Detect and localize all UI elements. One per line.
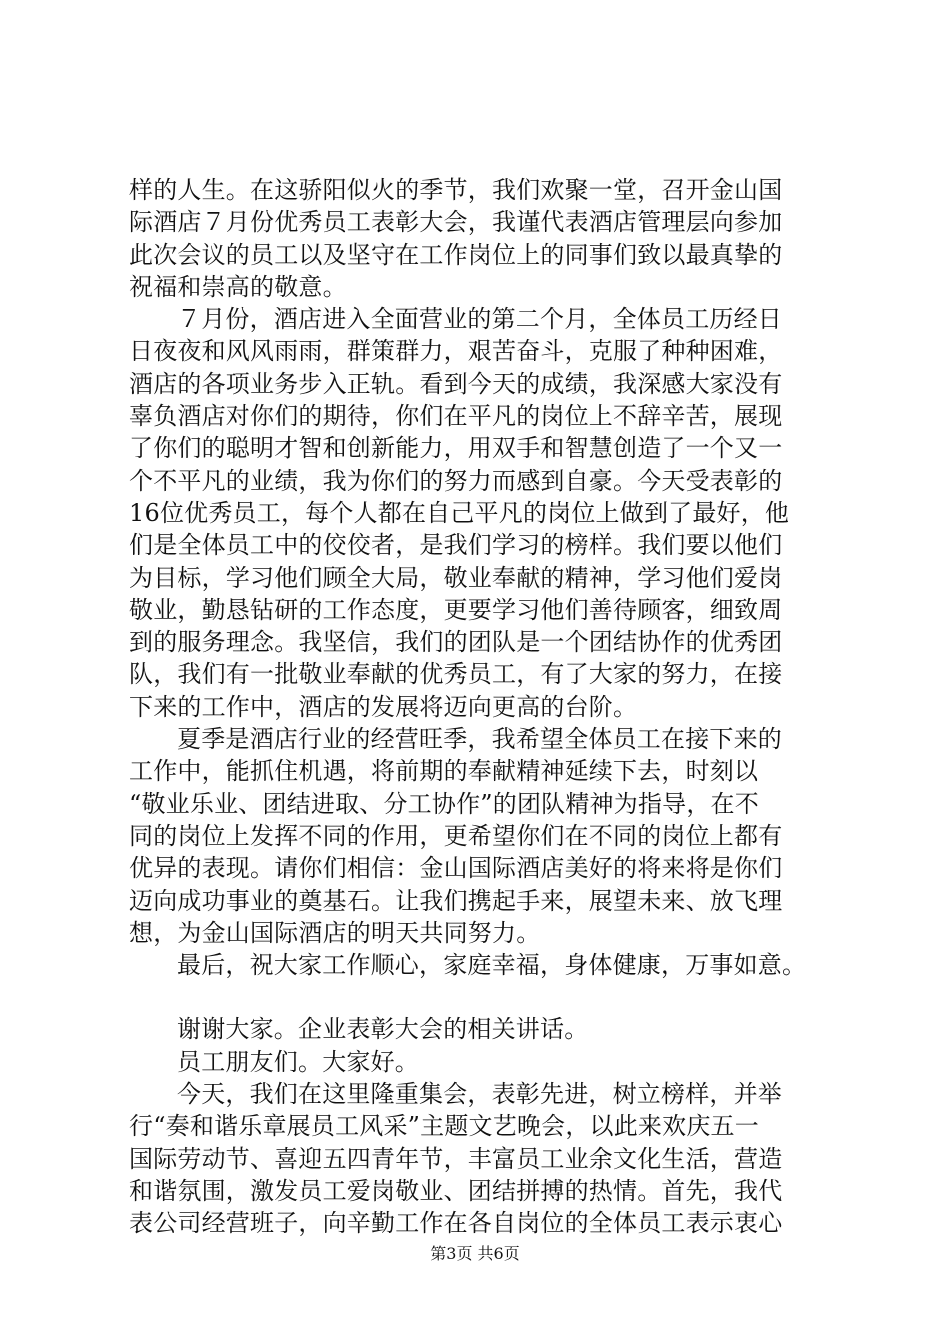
text-line: 16位优秀员工，每个人都在自己平凡的岗位上做到了最好，他 [129,498,790,527]
text-line: 优异的表现。请你们相信：金山国际酒店美好的将来将是你们 [129,854,783,883]
text-line: 际酒店７月份优秀员工表彰大会，我谨代表酒店管理层向参加 [129,208,783,237]
text-line: 表公司经营班子，向辛勤工作在各自岗位的全体员工表示衷心 [129,1209,783,1238]
text-line: 行“奏和谐乐章展员工风采”主题文艺晚会，以此来欢庆五一 [129,1112,759,1141]
text-line: 此次会议的员工以及坚守在工作岗位上的同事们致以最真挚的 [129,240,783,269]
text-line: 们是全体员工中的佼佼者，是我们学习的榜样。我们要以他们 [129,531,783,560]
text-line: 想，为金山国际酒店的明天共同努力。 [129,918,541,947]
text-line: 为目标，学习他们顾全大局，敬业奉献的精神，学习他们爱岗 [129,563,783,592]
text-line: 迈向成功事业的奠基石。让我们携起手来，展望未来、放飞理 [129,886,783,915]
text-line: 谢谢大家。企业表彰大会的相关讲话。 [177,1015,589,1044]
text-line: 日夜夜和风风雨雨，群策群力，艰苦奋斗，克服了种种困难， [129,337,783,366]
text-line: 国际劳动节、喜迎五四青年节，丰富员工业余文化生活，营造 [129,1144,783,1173]
text-line: 同的岗位上发挥不同的作用，更希望你们在不同的岗位上都有 [129,821,783,850]
text-line: 今天，我们在这里隆重集会，表彰先进，树立榜样，并举 [177,1080,782,1109]
text-line: ７月份，酒店进入全面营业的第二个月，全体员工历经日 [177,305,782,334]
text-line: 工作中，能抓住机遇，将前期的奉献精神延续下去，时刻以 [129,757,759,786]
text-line: “敬业乐业、团结进取、分工协作”的团队精神为指导，在不 [129,789,759,818]
page-footer: 第3页 共6页 [430,1244,520,1263]
text-line: 个不平凡的业绩，我为你们的努力而感到自豪。今天受表彰的 [129,466,783,495]
text-line: 队，我们有一批敬业奉献的优秀员工，有了大家的努力，在接 [129,660,783,689]
text-line: 到的服务理念。我坚信，我们的团队是一个团结协作的优秀团 [129,628,783,657]
text-line: 员工朋友们。大家好。 [177,1047,419,1076]
text-line: 样的人生。在这骄阳似火的季节，我们欢聚一堂，召开金山国 [129,176,783,204]
text-line: 下来的工作中，酒店的发展将迈向更高的台阶。 [129,692,638,721]
text-line: 最后，祝大家工作顺心，家庭幸福，身体健康，万事如意。 [177,951,807,980]
document-body [129,174,849,1240]
paragraph-gap [129,981,849,1013]
text-line: 辜负酒店对你们的期待，你们在平凡的岗位上不辞辛苦，展现 [129,402,783,431]
text-line: 了你们的聪明才智和创新能力，用双手和智慧创造了一个又一 [129,434,783,463]
text-line: 夏季是酒店行业的经营旺季，我希望全体员工在接下来的 [177,725,782,754]
text-line: 酒店的各项业务步入正轨。看到今天的成绩，我深感大家没有 [129,369,783,398]
text-line: 和谐氛围，激发员工爱岗敬业、团结拼搏的热情。首先，我代 [129,1176,783,1205]
text-line: 敬业，勤恳钻研的工作态度，更要学习他们善待顾客，细致周 [129,595,783,624]
text-line: 祝福和崇高的敬意。 [129,272,347,301]
